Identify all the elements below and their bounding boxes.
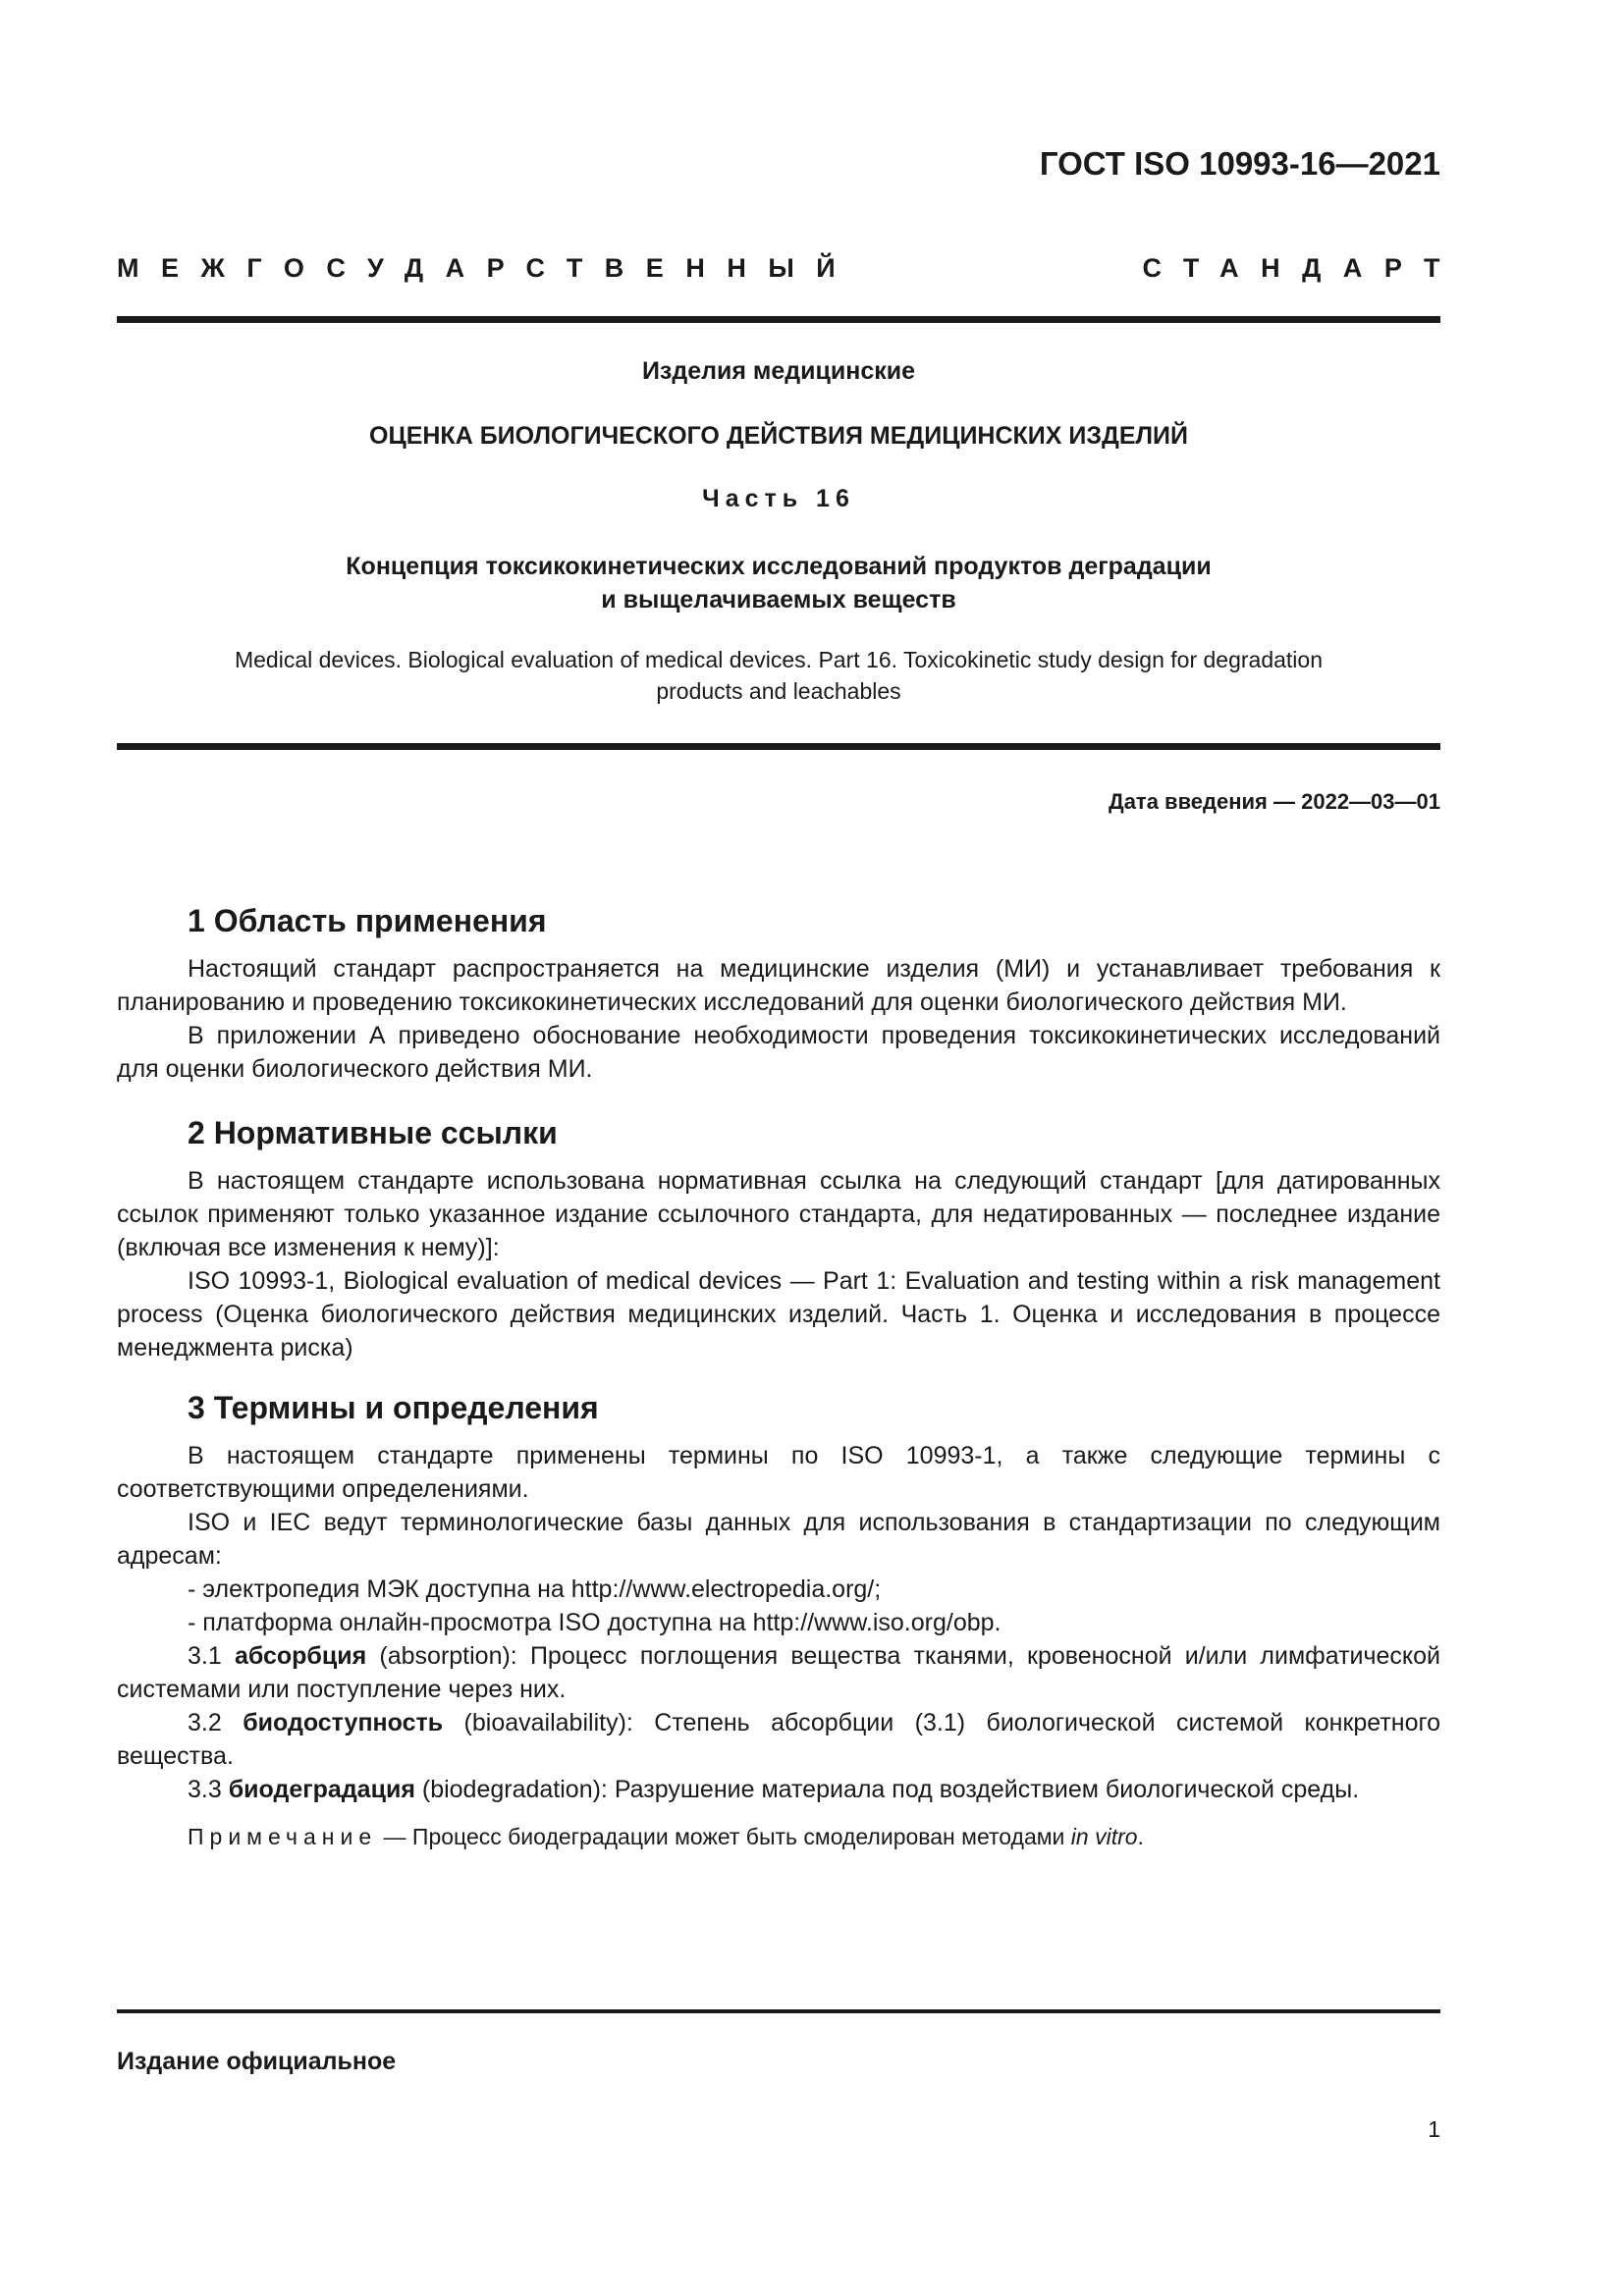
standard-type-word-1: МЕЖГОСУДАРСТВЕННЫЙ (117, 253, 858, 283)
concept-title-line-2: и выщелачиваемых веществ (601, 586, 956, 614)
section-3-paragraph-1: В настоящем стандарте применены термины по ISO 10993-1, а также следующие термины с соответствующими определениями. (117, 1442, 1440, 1503)
document-subtitle: Изделия медицинские (641, 357, 916, 385)
standard-type-word-2: СТАНДАРТ (1142, 253, 1462, 283)
top-divider (117, 316, 1440, 323)
term-3-1-number: 3.1 (188, 1642, 235, 1670)
note-italic-text: in vitro (1070, 1824, 1138, 1849)
document-code: ГОСТ ISO 10993-16—2021 (1039, 145, 1440, 182)
term-3-2 (117, 1706, 1440, 1773)
bottom-divider (117, 2009, 1440, 2013)
english-title-line-2: products and leachables (656, 678, 901, 704)
note-label: Примечание (188, 1824, 378, 1849)
section-2-paragraph-2: ISO 10993-1, Biological evaluation of medical devices — Part 1: Evaluation and testing within a risk management process (Оценка биологического действия медицинских изделий. Часть 1. Оценка и исследования в процессе менеджмента риска) (117, 1267, 1440, 1362)
middle-divider (117, 743, 1440, 750)
terminology-link-electropedia: - электропедия МЭК доступна на http://www.electropedia.org/; (188, 1575, 882, 1603)
terminology-link-iso-obp: - платформа онлайн-просмотра ISO доступна на http://www.iso.org/obp. (188, 1609, 1001, 1636)
official-edition-label: Издание официальное (117, 2048, 397, 2075)
section-1-heading: 1 Область применения (188, 903, 547, 938)
term-3-3-name: биодеградация (228, 1776, 415, 1803)
term-3-3-definition: (biodegradation): Разрушение материала под воздействием биологической среды. (414, 1776, 1360, 1803)
term-3-2-name: биодоступность (243, 1709, 444, 1736)
section-2-heading: 2 Нормативные ссылки (188, 1115, 558, 1150)
section-3-heading: 3 Термины и определения (188, 1390, 599, 1425)
document-part-title: Часть 16 (702, 485, 855, 512)
section-2-paragraph-1: В настоящем стандарте использована нормативная ссылка на следующий стандарт [для датированных ссылок применяют только указанное издание ссылочного стандарта, для недатированных — последнее издание (включая все изменения к нему)]: (117, 1167, 1440, 1261)
term-3-1 (117, 1639, 1440, 1706)
term-3-1-definition: (absorption): Процесс поглощения вещества тканями, кровеносной и/или лимфатической системами или поступление через них. (117, 1642, 1441, 1703)
note-end: . (1137, 1824, 1144, 1849)
document-body (117, 901, 1440, 1853)
concept-title-line-1: Концепция токсикокинетических исследований продуктов деградации (346, 553, 1212, 580)
english-title-line-1: Medical devices. Biological evaluation of medical devices. Part 16. Toxicokinetic study design for degradation (234, 647, 1324, 672)
english-title (117, 644, 1440, 707)
term-3-2-definition: (bioavailability): Степень абсорбции (3.1) биологической системой конкретного вещества. (117, 1709, 1440, 1770)
document-concept-title (117, 550, 1440, 616)
section-1-paragraph-2: В приложении А приведено обоснование необходимости проведения токсикокинетических исследований для оценки биологического действия МИ. (117, 1022, 1440, 1083)
section-3-paragraph-2: ISO и IEC ведут терминологические базы данных для использования в стандартизации по следующим адресам: (117, 1509, 1440, 1570)
term-3-3-number: 3.3 (188, 1776, 229, 1803)
page-number: 1 (1428, 2116, 1440, 2142)
document-main-title: ОЦЕНКА БИОЛОГИЧЕСКОГО ДЕЙСТВИЯ МЕДИЦИНСКИХ ИЗДЕЛИЙ (369, 422, 1188, 450)
introduction-date: Дата введения — 2022—03—01 (1109, 789, 1440, 814)
term-3-1-name: абсорбция (234, 1642, 367, 1670)
term-3-3-note (117, 1820, 1440, 1853)
term-3-2-number: 3.2 (188, 1709, 244, 1736)
section-1-paragraph-1: Настоящий стандарт распространяется на медицинские изделия (МИ) и устанавливает требования к планированию и проведению токсикокинетических исследований для оценки биологического действия МИ. (117, 955, 1440, 1016)
note-text: — Процесс биодеградации может быть смоделирован методами (377, 1824, 1071, 1849)
document-page (117, 0, 1462, 2296)
term-3-3 (117, 1773, 1440, 1806)
